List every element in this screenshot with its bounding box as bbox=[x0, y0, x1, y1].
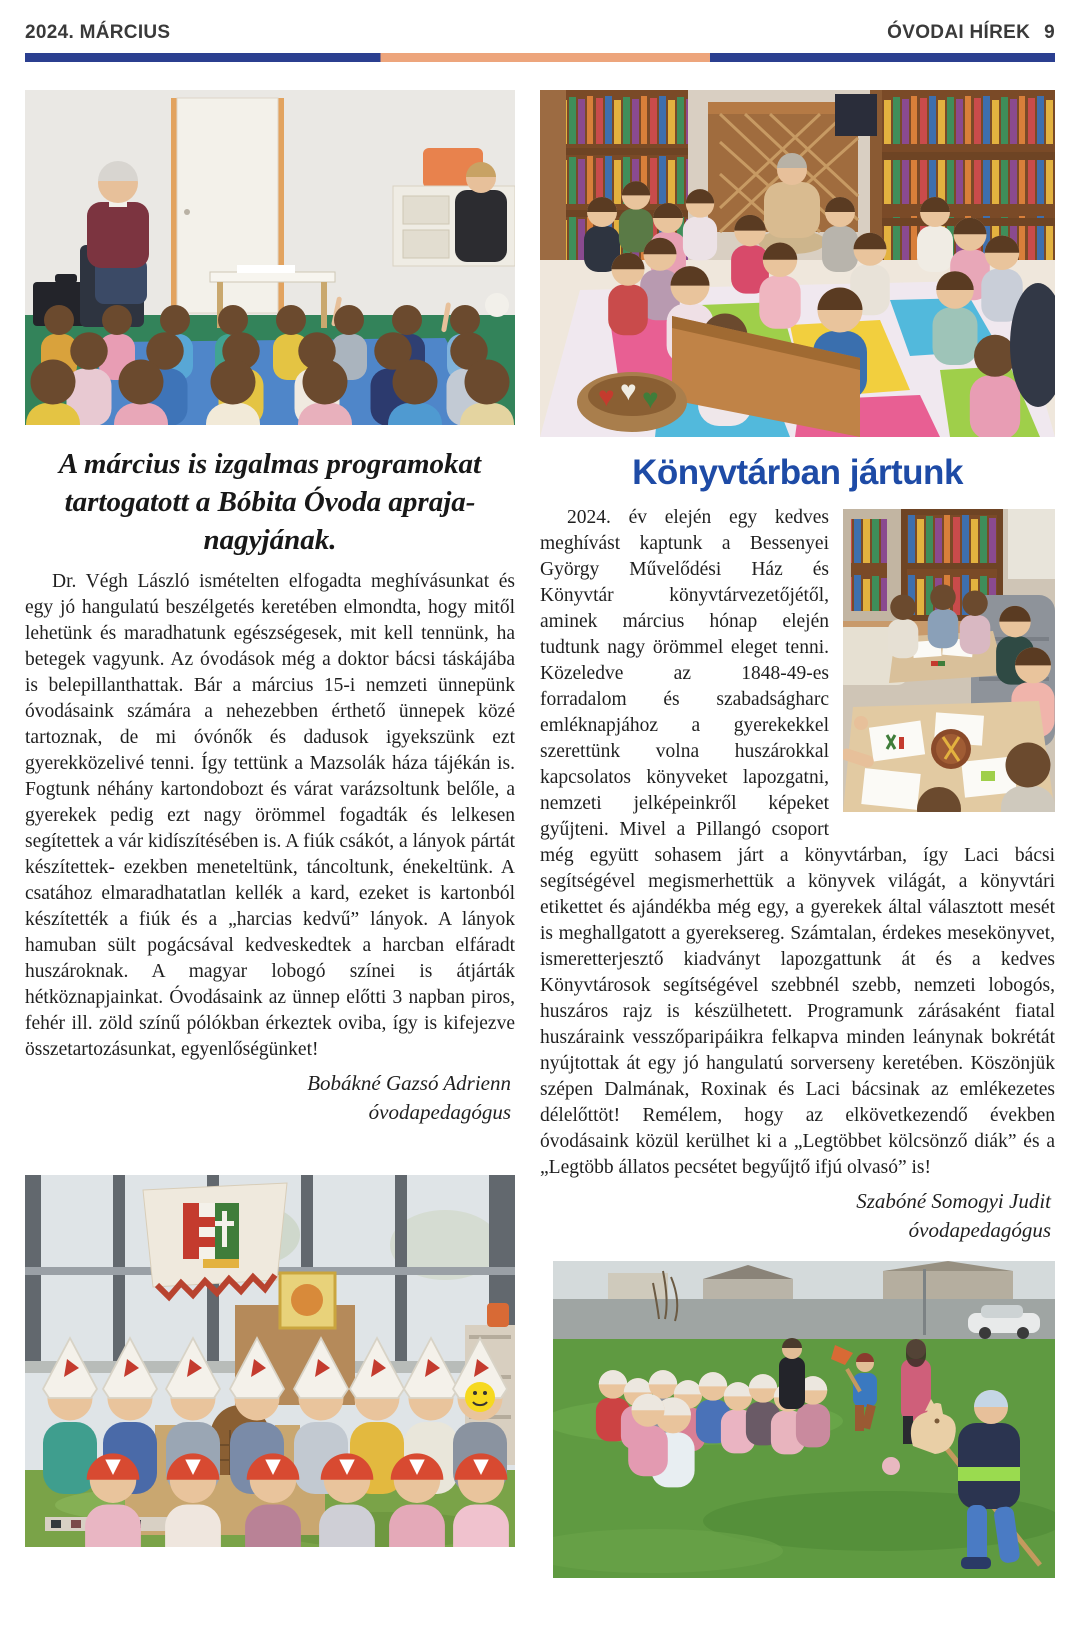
issue-date: 2024. MÁRCIUS bbox=[25, 22, 171, 43]
right-column bbox=[540, 90, 1055, 1578]
library-story-circle-photo bbox=[540, 90, 1055, 437]
right-article-body: 2024. év elején egy kedves meghívást kaptunk a Bessenyei György Művelődési Ház és Könyvtár könyvtárvezetőjétől, aminek március hónap elején tudtunk nagy örömmel eleget tenni. Közeledve az 1848-49-es forradalom és szabadságharc emléknapjához a gyerekekkel szerettünk volna huszárokkal kapcsolatos könyveket lapozgatni, nemzeti jelképeinkről képeket gyűjteni. Mivel a Pillangó csoport még együtt sohasem járt a könyvtárban, így Laci bácsi segítségével megismerhettük a könyvek világát, a könyvtári etikettet és ajándékba még egy, a gyerekek által választott mesét is meghallgatott a gyereksereg. Számtalan, érdekes mesekönyvet, ismeretterjesztő kiadványt lapozgattunk át és a kedves Könyvtárosok segítségével szebbnél szebb, nemzeti lobogós, huszáros rajz is készülhetett. Programunk zárásaként fiatal huszáraink vesszőparipáikra felkapva minden leánynak bokrétát nyújtottak át egy jó hangulatú sorverseny keretében. Köszönjük szépen Dalmának, Roxinak és Laci bácsinak az emlékezetes délelőttöt! Remélem, hogy az elkövetkezendő években óvodásaink közül kerülhet ki a „Legtöbbet kölcsönző diák” és a „Legtöbb állatos pecsétet begyűjtő ifjú olvasó” is! bbox=[540, 507, 1055, 1178]
left-column bbox=[25, 90, 515, 1578]
left-article-signature bbox=[25, 1069, 515, 1127]
signature-name: Bobákné Gazsó Adrienn bbox=[307, 1071, 511, 1095]
header-divider-bar bbox=[25, 53, 1055, 62]
doctor-visit-classroom-photo bbox=[25, 90, 515, 425]
outdoor-hobby-horse-race-photo bbox=[553, 1261, 1055, 1578]
right-article-signature bbox=[540, 1187, 1055, 1245]
right-article-title: Könyvtárban jártunk bbox=[632, 453, 963, 492]
left-article-title: A március is izgalmas programokat tartogatott a Bóbita Óvoda apraja-nagyjának. bbox=[58, 448, 482, 556]
left-article-body: Dr. Végh László ismételten elfogadta meghívásunkat és egy jó hangulatú beszélgetés keretében elmondta, hogy mitől lehetünk és maradhatunk egészségesek, mit kell tennünk, ha betegek vagyunk. Az óvodások még a doktor bácsi táskájába is belepillanthattak. Bár a március 15-i nemzeti ünnepünk óvodásaink számára a nehezebben érthető ünnepek közé tartoznak, de mi óvónők és dadusok igyekszünk ezt gyerekközelivé tenni. Így tettünk a Mazsolák háza tájékán is. Fogtunk néhány kartondobozt és várat varázsoltunk belőle, a gyerekek pedig ezt nagy örömmel fogadták és lelkesen segítettek a vár kidíszítésében is. A fiúk csákót, a lányok pártát készítettek- ezekben meneteltünk, táncoltunk, énekeltünk. A csatához elmaradhatatlan kellék a kard, ezeket is kartonból készítették a fiúk és a „harcias kedvű” lányok. A lányok hamuban sült pogácsával kedveskedtek a harcban elfáradt huszároknak. A magyar lobogó színei is átjárták hétköznapjainkat. Óvodásaink az ünnep előtti 3 napban piros, fehér ill. zöld színű pólókban érkeztek oviba, így is kifejezve összetartozásunkat, egyenlőségünket! bbox=[25, 571, 515, 1060]
library-coloring-table-photo bbox=[843, 509, 1055, 812]
signature-role: óvodapedagógus bbox=[908, 1218, 1051, 1242]
page-number: 9 bbox=[1044, 22, 1055, 43]
right-article-body-block bbox=[540, 505, 1055, 1181]
svg-text:♥: ♥ bbox=[620, 376, 637, 407]
signature-role: óvodapedagógus bbox=[368, 1100, 511, 1124]
page-header bbox=[25, 0, 1055, 44]
signature-name: Szabóné Somogyi Judit bbox=[856, 1189, 1051, 1213]
children-paper-hats-castle-photo bbox=[25, 1175, 515, 1547]
svg-text:♥: ♥ bbox=[598, 382, 615, 413]
masthead-title: ÓVODAI HÍREK bbox=[887, 22, 1031, 43]
masthead-wrap bbox=[887, 22, 1055, 44]
svg-text:♥: ♥ bbox=[642, 384, 659, 415]
